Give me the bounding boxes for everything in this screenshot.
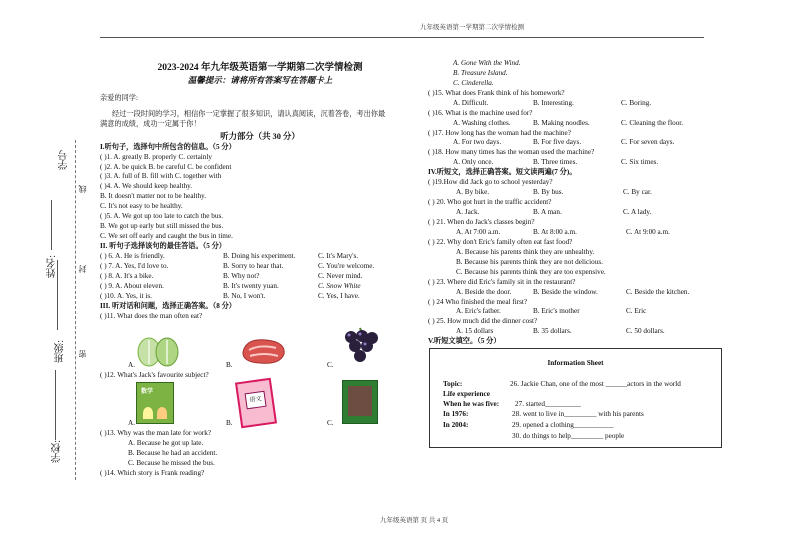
part1-line: ( )3. A. full of B. fill with C. together with xyxy=(100,172,222,181)
q18-option-b: B. Three times. xyxy=(533,158,578,167)
q14-option: B. Treasure Island. xyxy=(453,68,508,77)
q20-options xyxy=(428,208,728,218)
q14-text: ( )14. Which story is Frank reading? xyxy=(100,468,205,477)
school-label: 学校: xyxy=(52,440,63,463)
seal-char-feng: 封 xyxy=(78,265,87,273)
q19-options xyxy=(428,188,728,198)
part1-line: ( )4. A. We should keep healthy. xyxy=(100,182,193,191)
seal-char-xian: 线 xyxy=(78,185,87,193)
q16-option-b: B. Making noodles. xyxy=(533,118,590,127)
q7-b: B. Sorry to hear that. xyxy=(223,261,284,270)
q11-option-b: B. xyxy=(226,361,233,369)
info-label-life: Life experience xyxy=(443,390,490,398)
q17-options xyxy=(428,138,728,148)
intro-line-2: 满意的成绩，成功一定属于你！ xyxy=(100,119,201,128)
q19-option-c: C. By car. xyxy=(623,188,652,197)
q21-option-b: B. At 8:00 a.m. xyxy=(533,227,577,236)
q8-c: C. Never mind. xyxy=(318,271,363,280)
q25-option-c: C. 50 dollars. xyxy=(626,327,665,336)
info-item-30: 30. do things to help_________ people xyxy=(512,432,625,440)
part5-heading: V.听短文填空。（5 分） xyxy=(428,337,501,346)
q6-b: B. Doing his experiment. xyxy=(223,251,296,260)
q22-option-a: A. Because his parents think they are unhealthy. xyxy=(456,247,595,256)
q19-option-b: B. By bus. xyxy=(533,188,564,197)
q20-text: ( ) 20. Who got hurt in the traffic accident? xyxy=(428,198,552,207)
part1-line: ( )5. A. We got up too late to catch the bus. xyxy=(100,212,224,221)
cabbage-picture xyxy=(135,334,181,373)
q24-option-c: C. Eric xyxy=(626,307,647,316)
q10-c: C. Yes, I have. xyxy=(318,291,360,300)
q23-option-a: A. Beside the door. xyxy=(456,287,512,296)
book-figure xyxy=(157,407,167,419)
q23-option-b: B. Beside the window. xyxy=(533,287,598,296)
info-sheet-title: Information Sheet xyxy=(547,359,604,367)
part1-line: C. It's not easy to be healthy. xyxy=(100,202,183,211)
greeting: 亲爱的同学: xyxy=(100,94,138,102)
math-book-picture xyxy=(136,382,174,424)
q16-options xyxy=(428,119,728,129)
q15-options xyxy=(428,99,728,109)
q6-a: ( ) 6. A. He is friendly. xyxy=(100,251,165,260)
info-item-27: 27. started__________ xyxy=(515,400,581,408)
warm-tip: 温馨提示：请将所有答案写在答题卡上 xyxy=(187,75,333,85)
part4-heading: IV.听短文，选择正确答案。短文读两遍(7 分)。 xyxy=(428,168,577,177)
q8-a: ( ) 8. A. It's a bike. xyxy=(100,271,154,280)
number-label: 学号 xyxy=(59,150,70,170)
page-footer: 九年级英语第 页 共 4 页 xyxy=(380,517,449,524)
info-item-29: 29. opened a clothing___________ xyxy=(512,421,614,429)
right-column xyxy=(428,59,728,347)
q25-option-b: B. 35 dollars. xyxy=(533,327,572,336)
q7-c: C. You're welcome. xyxy=(318,261,375,270)
q21-text: ( ) 21. When do Jack's classes begin? xyxy=(428,218,535,227)
header-divider xyxy=(100,37,704,38)
q11-option-a: A. xyxy=(128,361,135,369)
q12-option-a: A. xyxy=(128,419,135,427)
name-blank xyxy=(51,200,52,250)
q12-text: ( )12. What's Jack's favourite subject? xyxy=(100,371,209,379)
q16-option-a: A. Washing clothes. xyxy=(453,118,511,127)
q24-option-b: B. Eric's mother xyxy=(533,307,580,316)
q18-option-a: A. Only once. xyxy=(453,158,494,167)
math-book-label: 数学 xyxy=(141,389,154,395)
name-label: 姓名: xyxy=(47,255,58,278)
q17-text: ( )17. How long has the woman had the machine? xyxy=(428,128,571,137)
school-blank xyxy=(55,370,56,440)
information-sheet xyxy=(429,348,722,448)
info-label-1976: In 1976: xyxy=(443,410,469,418)
q13-text: ( )13. Why was the man late for work? xyxy=(100,429,212,437)
q9-a: ( ) 9. A. About eleven. xyxy=(100,281,164,290)
part1-line: C. We set off early and caught the bus in time. xyxy=(100,231,233,240)
q10-a: ( )10. A. Yes, it is. xyxy=(100,291,152,300)
intro-line-1: 经过一段时间的学习，相信你一定掌握了很多知识，请认真阅读，沉着答卷，考出你最 xyxy=(112,109,386,118)
novel-cover-art xyxy=(348,386,372,416)
q7-a: ( ) 7. A. Yes, I'd love to. xyxy=(100,261,169,270)
q18-options xyxy=(428,158,728,168)
q19-option-a: A. By bike. xyxy=(456,188,490,197)
part2-heading: II. 听句子选择该句的最佳答语。（5 分） xyxy=(100,241,226,250)
q8-b: B. Why not? xyxy=(223,271,260,280)
book-figure xyxy=(143,407,153,419)
q20-option-b: B. A man. xyxy=(533,208,562,217)
q24-option-a: A. Eric's father. xyxy=(456,307,501,316)
q10-b: B. No, I won't. xyxy=(223,291,266,300)
q13-option: C. Because he missed the bus. xyxy=(128,458,215,467)
q14-option: A. Gone With the Wind. xyxy=(453,59,521,67)
q23-option-c: C. Beside the kitchen. xyxy=(626,287,690,296)
info-label-2004: In 2004: xyxy=(443,421,469,429)
q15-option-c: C. Boring. xyxy=(621,98,652,107)
page-header: 九年级英语第一学期第二次学情检测 xyxy=(420,24,524,31)
seal-line xyxy=(75,140,76,480)
part1-line: ( )2. A. be quick B. be careful C. be confident xyxy=(100,162,232,171)
info-label-five: When he was five: xyxy=(443,400,500,408)
grapes-picture xyxy=(340,326,380,369)
q22-option-b: B. Because his parents think they are not delicious. xyxy=(456,257,603,266)
q20-option-a: A. Jack. xyxy=(456,208,480,217)
q25-text: ( ) 25. How much did the dinner cost? xyxy=(428,317,538,326)
chinese-book-picture xyxy=(235,378,277,429)
left-column xyxy=(100,62,420,322)
q22-text: ( ) 22. Why don't Eric's family often eat fast food? xyxy=(428,237,573,246)
q19-text: ( )19.How did Jack go to school yesterday? xyxy=(428,178,553,187)
q23-options xyxy=(428,288,728,298)
q16-text: ( )16. What is the machine used for? xyxy=(428,108,533,117)
q11-option-c: C. xyxy=(327,361,334,369)
novel-picture xyxy=(342,380,378,424)
listening-title: 听力部分（共 30 分） xyxy=(220,131,300,141)
q20-option-c: C. A lady. xyxy=(623,208,652,217)
part1-heading: I.听句子，选择句中所包含的信息。（5 分） xyxy=(100,142,236,151)
q15-option-b: B. Interesting. xyxy=(533,98,574,107)
part1-line: B. We got up early but still missed the bus. xyxy=(100,221,224,230)
class-label: 班级: xyxy=(55,340,66,363)
exam-title: 2023-2024 年九年级英语第一学期第二次学情检测 xyxy=(157,63,363,73)
q12-option-b: B. xyxy=(226,419,233,427)
part1-line: ( )1. A. greatly B. properly C. certainly xyxy=(100,152,212,161)
binding-margin xyxy=(15,140,105,480)
q15-option-a: A. Difficult. xyxy=(453,98,489,107)
part1-line: B. It doesn't matter not to be healthy. xyxy=(100,192,207,201)
q6-c: C. It's Mary's. xyxy=(318,251,359,260)
q9-c: C. Snow White xyxy=(318,281,361,290)
q21-option-c: C. At 9:00 a.m. xyxy=(626,227,670,236)
q17-option-a: A. For two days. xyxy=(453,138,502,147)
q18-option-c: C. Six times. xyxy=(621,158,659,167)
chinese-book-label: 语文 xyxy=(245,391,267,410)
q13-option: A. Because he got up late. xyxy=(128,438,204,447)
q12-option-c: C. xyxy=(327,419,334,427)
q22-option-c: C. Because his parents think they are too expensive. xyxy=(456,267,606,276)
q21-option-a: A. At 7:00 a.m. xyxy=(456,227,501,236)
q23-text: ( ) 23. Where did Eric's family sit in the restaurant? xyxy=(428,277,576,286)
q13-q14-block xyxy=(100,429,400,479)
q17-option-b: B. For five days. xyxy=(533,138,582,147)
q11-text: ( )11. What does the man often eat? xyxy=(100,311,203,320)
q13-option: B. Because he had an accident. xyxy=(128,448,218,457)
part2-table xyxy=(100,252,420,302)
q16-option-c: C. Cleaning the floor. xyxy=(621,118,684,127)
q25-options xyxy=(428,327,728,337)
q18-text: ( )18. How many times has the woman used the machine? xyxy=(428,148,595,157)
q9-b: B. It's twenty yuan. xyxy=(223,281,279,290)
q21-options xyxy=(428,228,728,238)
q25-option-a: A. 15 dollars xyxy=(456,327,494,336)
part3-heading: III. 听对话和问题，选择正确答案。（8 分） xyxy=(100,301,236,310)
q15-text: ( )15. What does Frank think of his homework? xyxy=(428,88,565,97)
info-item-26: 26. Jackie Chan, one of the most ______actors in the world xyxy=(510,380,681,388)
meat-picture xyxy=(240,336,288,371)
q17-option-c: C. For seven days. xyxy=(621,138,675,147)
info-item-28: 28. went to live in_________ with his parents xyxy=(512,410,644,418)
info-label-topic: Topic: xyxy=(443,380,463,388)
seal-char-mi: 密 xyxy=(78,350,87,358)
q24-options xyxy=(428,307,728,317)
q24-text: ( ) 24 Who finished the meal first? xyxy=(428,297,528,306)
q14-option: C. Cinderella. xyxy=(453,78,494,87)
